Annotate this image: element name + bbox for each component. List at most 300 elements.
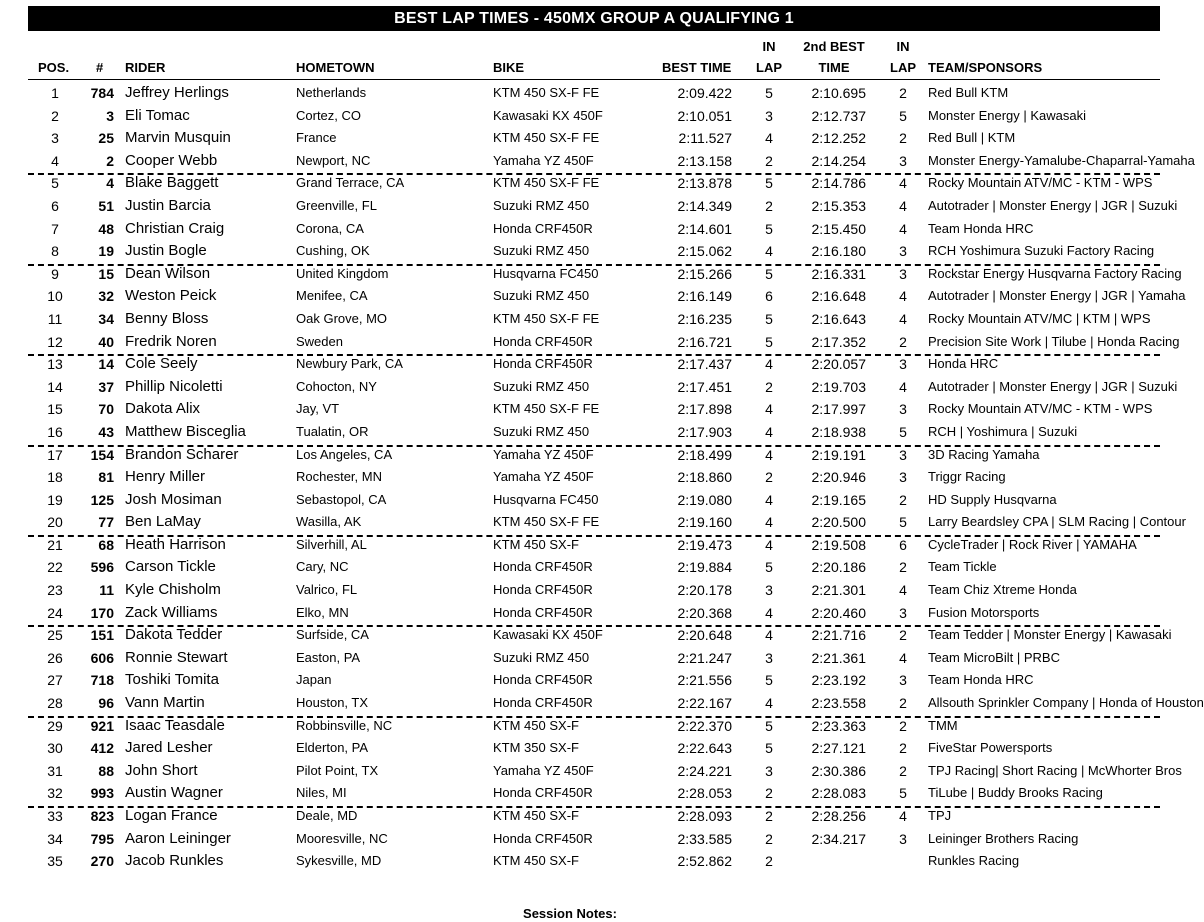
best-time-cell: 2:24.221 [677, 762, 732, 779]
number-cell: 19 [98, 243, 114, 260]
pos-cell: 22 [47, 559, 63, 576]
team-cell: RCH | Yoshimura | Suzuki [928, 423, 1078, 439]
results-table-body [0, 82, 1204, 873]
bike-cell: KTM 450 SX-F FE [493, 130, 600, 146]
bike-cell: Husqvarna FC450 [493, 491, 599, 507]
hometown-cell: Grand Terrace, CA [296, 175, 405, 191]
pos-cell: 27 [47, 672, 63, 689]
hometown-cell: Robbinsville, NC [296, 717, 393, 733]
second-best-cell: 2:20.186 [811, 559, 866, 576]
table-row [0, 489, 1200, 512]
col-header-pos: POS. [38, 60, 70, 75]
in-lap-cell: 5 [765, 559, 773, 576]
number-cell: 88 [98, 762, 114, 779]
hometown-cell: Oak Grove, MO [296, 310, 388, 326]
in-lap-cell: 2 [765, 830, 773, 847]
table-row [0, 556, 1200, 579]
team-cell: Honda HRC [928, 356, 999, 372]
bike-cell: KTM 450 SX-F FE [493, 85, 600, 100]
best-time-cell: 2:17.903 [677, 423, 732, 440]
hometown-cell: Pilot Point, TX [296, 762, 379, 778]
in-lap-cell: 4 [765, 243, 773, 260]
table-row [0, 692, 1204, 715]
team-cell: Red Bull | KTM [928, 130, 1016, 146]
rider-cell: Dean Wilson [125, 264, 211, 282]
rider-cell: Brandon Scharer [125, 445, 239, 463]
rider-cell: Jeffrey Herlings [125, 84, 229, 101]
col-header-hometown: HOMETOWN [296, 60, 375, 75]
table-row [0, 444, 1200, 467]
second-best-cell: 2:20.946 [811, 469, 866, 486]
pos-cell: 16 [47, 423, 63, 440]
second-best-cell: 2:21.716 [811, 627, 866, 644]
best-time-cell: 2:18.860 [677, 469, 732, 486]
table-row [0, 421, 1200, 444]
rider-cell: Kyle Chisholm [125, 581, 221, 599]
group-divider [28, 716, 1160, 718]
hometown-cell: Cortez, CO [296, 107, 362, 123]
in-lap-cell: 4 [765, 627, 773, 644]
bike-cell: Kawasaki KX 450F [493, 627, 603, 643]
best-time-cell: 2:52.862 [677, 853, 732, 870]
rider-cell: Fredrik Noren [125, 332, 217, 350]
pos-cell: 1 [51, 85, 59, 101]
team-cell: Team Honda HRC [928, 220, 1034, 236]
in-lap-cell: 5 [765, 333, 773, 350]
bike-cell: Honda CRF450R [493, 785, 593, 801]
col-header-num: # [96, 60, 104, 75]
in-lap-cell: 3 [765, 582, 773, 599]
rider-cell: Eli Tomac [125, 106, 190, 124]
second-best-cell: 2:20.057 [811, 356, 866, 373]
number-cell: 784 [90, 85, 114, 101]
in-lap2-cell: 2 [899, 695, 907, 712]
in-lap2-cell: 5 [899, 423, 907, 440]
in-lap2-cell: 3 [899, 604, 907, 621]
team-cell: TiLube | Buddy Brooks Racing [928, 785, 1103, 801]
best-time-cell: 2:14.349 [677, 197, 732, 214]
table-row [0, 195, 1200, 218]
bike-cell: KTM 450 SX-F FE [493, 310, 600, 326]
col-header-in-lap-bottom: LAP [756, 60, 782, 75]
second-best-cell: 2:28.256 [811, 808, 866, 824]
best-time-cell: 2:21.247 [677, 649, 732, 666]
bike-cell: Honda CRF450R [493, 830, 593, 846]
rider-cell: Toshiki Tomita [125, 671, 219, 689]
pos-cell: 9 [51, 265, 59, 282]
number-cell: 48 [98, 220, 114, 237]
hometown-cell: United Kingdom [296, 265, 389, 281]
number-cell: 606 [90, 649, 114, 666]
pos-cell: 23 [47, 582, 63, 599]
number-cell: 2 [106, 152, 114, 169]
number-cell: 68 [98, 536, 114, 553]
in-lap2-cell: 2 [899, 85, 907, 101]
in-lap2-cell: 4 [899, 378, 907, 395]
table-row [0, 308, 1200, 331]
in-lap2-cell: 4 [899, 288, 907, 305]
hometown-cell: Silverhill, AL [296, 536, 367, 552]
col-header-second-best-bottom: TIME [818, 60, 850, 75]
pos-cell: 11 [47, 310, 63, 327]
pos-cell: 3 [51, 130, 59, 147]
hometown-cell: Houston, TX [296, 695, 369, 711]
pos-cell: 20 [47, 514, 63, 531]
bike-cell: KTM 450 SX-F [493, 808, 579, 823]
table-row [0, 624, 1200, 647]
in-lap-cell: 3 [765, 107, 773, 124]
second-best-cell: 2:10.695 [811, 85, 866, 101]
rider-cell: Josh Mosiman [125, 490, 222, 508]
in-lap2-cell: 3 [899, 401, 907, 418]
best-time-cell: 2:14.601 [677, 220, 732, 237]
pos-cell: 35 [47, 853, 63, 870]
rider-cell: Blake Baggett [125, 174, 219, 192]
table-row [0, 647, 1200, 670]
rider-cell: Jacob Runkles [125, 852, 224, 870]
hometown-cell: Menifee, CA [296, 288, 368, 304]
bike-cell: Honda CRF450R [493, 672, 593, 688]
rider-cell: Jared Lesher [125, 739, 213, 757]
bike-cell: KTM 450 SX-F FE [493, 514, 600, 530]
hometown-cell: Surfside, CA [296, 627, 369, 643]
rider-cell: Vann Martin [125, 694, 205, 712]
bike-cell: KTM 350 SX-F [493, 740, 579, 756]
col-header-rider: RIDER [125, 60, 166, 75]
page-title: BEST LAP TIMES - 450MX GROUP A QUALIFYING 1 [28, 6, 1160, 31]
in-lap2-cell: 2 [899, 717, 907, 734]
col-header-bike: BIKE [493, 60, 525, 75]
best-time-cell: 2:09.422 [677, 85, 732, 101]
rider-cell: Heath Harrison [125, 535, 226, 553]
number-cell: 25 [98, 130, 114, 147]
col-header-in-lap2-top: IN [896, 39, 910, 54]
in-lap2-cell: 3 [899, 243, 907, 260]
second-best-cell: 2:14.786 [811, 175, 866, 192]
table-row [0, 353, 1200, 376]
col-header-best-time: BEST TIME [662, 60, 732, 75]
rider-cell: Isaac Teasdale [125, 716, 225, 734]
number-cell: 823 [90, 808, 114, 824]
pos-cell: 15 [47, 401, 63, 418]
hometown-cell: Mooresville, NC [296, 830, 388, 846]
table-row [0, 376, 1200, 399]
rider-cell: Ben LaMay [125, 513, 201, 531]
best-time-cell: 2:33.585 [677, 830, 732, 847]
best-time-cell: 2:28.053 [677, 785, 732, 802]
second-best-cell: 2:30.386 [811, 762, 866, 779]
group-divider [28, 173, 1160, 175]
in-lap2-cell: 4 [899, 582, 907, 599]
hometown-cell: Rochester, MN [296, 469, 382, 485]
table-row [0, 150, 1200, 173]
pos-cell: 32 [47, 785, 63, 802]
bike-cell: Kawasaki KX 450F [493, 107, 603, 123]
bike-cell: Yamaha YZ 450F [493, 152, 594, 168]
in-lap2-cell: 3 [899, 469, 907, 486]
second-best-cell: 2:12.252 [811, 130, 866, 147]
in-lap2-cell: 2 [899, 559, 907, 576]
second-best-cell: 2:12.737 [811, 107, 866, 124]
group-divider [28, 535, 1160, 537]
group-divider [28, 354, 1160, 356]
hometown-cell: Los Angeles, CA [296, 446, 393, 462]
bike-cell: Honda CRF450R [493, 356, 593, 372]
hometown-cell: Elderton, PA [296, 740, 369, 756]
in-lap2-cell: 6 [899, 536, 907, 553]
hometown-cell: Valrico, FL [296, 582, 358, 598]
number-cell: 34 [98, 310, 114, 327]
pos-cell: 17 [47, 446, 63, 463]
pos-cell: 31 [47, 762, 63, 779]
team-cell: Autotrader | Monster Energy | JGR | Suzuki [928, 197, 1178, 213]
best-time-cell: 2:22.370 [677, 717, 732, 734]
number-cell: 51 [98, 197, 114, 214]
in-lap-cell: 6 [765, 288, 773, 305]
hometown-cell: Jay, VT [296, 401, 340, 417]
pos-cell: 24 [47, 604, 63, 621]
group-divider [28, 264, 1160, 266]
number-cell: 3 [106, 107, 114, 124]
second-best-cell: 2:23.363 [811, 717, 866, 734]
number-cell: 154 [90, 446, 114, 463]
in-lap-cell: 3 [765, 762, 773, 779]
hometown-cell: Sebastopol, CA [296, 491, 387, 507]
number-cell: 14 [98, 356, 114, 373]
hometown-cell: Niles, MI [296, 785, 347, 801]
pos-cell: 4 [51, 152, 59, 169]
best-time-cell: 2:16.235 [677, 310, 732, 327]
pos-cell: 34 [47, 830, 63, 847]
group-divider [28, 625, 1160, 627]
rider-cell: Ronnie Stewart [125, 648, 228, 666]
in-lap2-cell: 3 [899, 446, 907, 463]
best-time-cell: 2:19.473 [677, 536, 732, 553]
in-lap-cell: 4 [765, 356, 773, 373]
rider-cell: Logan France [125, 807, 218, 824]
header-divider [28, 79, 1160, 80]
number-cell: 795 [90, 830, 114, 847]
table-row [0, 172, 1200, 195]
best-time-cell: 2:17.898 [677, 401, 732, 418]
in-lap-cell: 2 [765, 808, 773, 824]
second-best-cell: 2:16.643 [811, 310, 866, 327]
team-cell: Larry Beardsley CPA | SLM Racing | Contour [928, 514, 1186, 530]
bike-cell: KTM 450 SX-F [493, 853, 579, 869]
pos-cell: 10 [47, 288, 63, 305]
in-lap2-cell: 4 [899, 220, 907, 237]
in-lap-cell: 2 [765, 378, 773, 395]
team-cell: Autotrader | Monster Energy | JGR | Suzuki [928, 378, 1178, 394]
team-cell: Monster Energy-Yamalube-Chaparral-Yamaha [928, 152, 1195, 168]
rider-cell: Cole Seely [125, 355, 198, 373]
pos-cell: 6 [51, 197, 59, 214]
pos-cell: 5 [51, 175, 59, 192]
number-cell: 11 [99, 582, 114, 599]
pos-cell: 2 [51, 107, 59, 124]
in-lap-cell: 5 [765, 220, 773, 237]
in-lap2-cell: 4 [899, 197, 907, 214]
in-lap-cell: 4 [765, 423, 773, 440]
number-cell: 77 [98, 514, 114, 531]
in-lap2-cell: 3 [899, 265, 907, 282]
table-row [0, 127, 1200, 150]
team-cell: TPJ Racing| Short Racing | McWhorter Bros [928, 762, 1182, 778]
group-divider [28, 445, 1160, 447]
number-cell: 40 [98, 333, 114, 350]
table-row [0, 105, 1200, 128]
number-cell: 4 [106, 175, 114, 192]
hometown-cell: Tualatin, OR [296, 423, 369, 439]
team-cell: Team MicroBilt | PRBC [928, 649, 1060, 665]
pos-cell: 21 [47, 536, 63, 553]
team-cell: Team Honda HRC [928, 672, 1034, 688]
in-lap-cell: 4 [765, 514, 773, 531]
in-lap-cell: 2 [765, 197, 773, 214]
team-cell: TMM [928, 717, 958, 733]
table-row [0, 82, 1200, 105]
number-cell: 96 [98, 695, 114, 712]
second-best-cell: 2:15.353 [811, 197, 866, 214]
second-best-cell: 2:16.180 [811, 243, 866, 260]
bike-cell: Suzuki RMZ 450 [493, 649, 590, 665]
in-lap2-cell: 4 [899, 175, 907, 192]
in-lap2-cell: 3 [899, 830, 907, 847]
bike-cell: Honda CRF450R [493, 559, 593, 575]
rider-cell: Dakota Tedder [125, 626, 223, 644]
in-lap-cell: 2 [765, 152, 773, 169]
second-best-cell: 2:20.460 [811, 604, 866, 621]
team-cell: CycleTrader | Rock River | YAMAHA [928, 536, 1137, 552]
best-time-cell: 2:19.080 [677, 491, 732, 508]
rider-cell: Dakota Alix [125, 400, 201, 418]
in-lap2-cell: 2 [899, 333, 907, 350]
hometown-cell: Deale, MD [296, 808, 358, 823]
team-cell: Autotrader | Monster Energy | JGR | Yamaha [928, 288, 1186, 304]
group-divider [28, 806, 1160, 808]
hometown-cell: France [296, 130, 337, 146]
team-cell: TPJ [928, 808, 952, 823]
in-lap-cell: 5 [765, 85, 773, 101]
pos-cell: 30 [47, 740, 63, 757]
rider-cell: Cooper Webb [125, 151, 218, 169]
table-row [0, 285, 1200, 308]
rider-cell: Austin Wagner [125, 784, 223, 802]
best-time-cell: 2:19.160 [677, 514, 732, 531]
number-cell: 412 [90, 740, 114, 757]
pos-cell: 33 [47, 808, 63, 824]
rider-cell: Christian Craig [125, 219, 225, 237]
second-best-cell: 2:14.254 [811, 152, 866, 169]
number-cell: 70 [98, 401, 114, 418]
in-lap2-cell: 4 [899, 649, 907, 666]
best-time-cell: 2:18.499 [677, 446, 732, 463]
in-lap-cell: 4 [765, 401, 773, 418]
hometown-cell: Netherlands [296, 85, 367, 100]
table-row [0, 331, 1200, 354]
team-cell: Red Bull KTM [928, 85, 1009, 100]
best-time-cell: 2:11.527 [678, 130, 732, 147]
second-best-cell: 2:15.450 [811, 220, 866, 237]
table-row [0, 760, 1200, 783]
pos-cell: 8 [51, 243, 59, 260]
hometown-cell: Cohocton, NY [296, 378, 377, 394]
pos-cell: 19 [47, 491, 63, 508]
second-best-cell: 2:19.165 [811, 491, 866, 508]
in-lap-cell: 5 [765, 310, 773, 327]
rider-cell: Henry Miller [125, 468, 206, 486]
in-lap-cell: 4 [765, 695, 773, 712]
second-best-cell: 2:34.217 [811, 830, 866, 847]
table-row [0, 579, 1200, 602]
in-lap2-cell: 5 [899, 107, 907, 124]
col-header-in-lap-top: IN [762, 39, 776, 54]
team-cell: Rocky Mountain ATV/MC - KTM - WPS [928, 401, 1153, 417]
table-row [0, 534, 1200, 557]
hometown-cell: Sweden [296, 333, 343, 349]
second-best-cell: 2:20.500 [811, 514, 866, 531]
in-lap2-cell: 5 [899, 785, 907, 802]
pos-cell: 12 [47, 333, 63, 350]
second-best-cell: 2:19.191 [811, 446, 866, 463]
rider-cell: Zack Williams [125, 603, 218, 621]
number-cell: 718 [90, 672, 114, 689]
table-row [0, 737, 1200, 760]
number-cell: 993 [90, 785, 114, 802]
in-lap-cell: 2 [765, 853, 773, 870]
in-lap2-cell: 2 [899, 491, 907, 508]
pos-cell: 13 [47, 356, 63, 373]
table-row [0, 715, 1200, 738]
in-lap-cell: 5 [765, 740, 773, 757]
number-cell: 151 [90, 627, 114, 644]
best-time-cell: 2:20.368 [677, 604, 732, 621]
rider-cell: Justin Bogle [125, 242, 207, 260]
table-row [0, 782, 1200, 805]
bike-cell: Suzuki RMZ 450 [493, 288, 590, 304]
bike-cell: Suzuki RMZ 450 [493, 243, 590, 259]
number-cell: 170 [90, 604, 114, 621]
in-lap2-cell: 2 [899, 762, 907, 779]
table-row [0, 398, 1200, 421]
in-lap-cell: 5 [765, 175, 773, 192]
session-notes-heading: Session Notes: [523, 906, 617, 921]
table-row [0, 850, 1200, 873]
best-time-cell: 2:19.884 [677, 559, 732, 576]
best-time-cell: 2:17.451 [677, 378, 732, 395]
rider-cell: John Short [125, 761, 198, 779]
in-lap-cell: 5 [765, 717, 773, 734]
second-best-cell: 2:18.938 [811, 423, 866, 440]
table-row [0, 511, 1200, 534]
best-time-cell: 2:20.648 [677, 627, 732, 644]
team-cell: Fusion Motorsports [928, 604, 1040, 620]
number-cell: 596 [90, 559, 114, 576]
in-lap2-cell: 2 [899, 740, 907, 757]
hometown-cell: Japan [296, 672, 332, 688]
bike-cell: Suzuki RMZ 450 [493, 197, 590, 213]
in-lap2-cell: 3 [899, 152, 907, 169]
second-best-cell: 2:16.648 [811, 288, 866, 305]
pos-cell: 18 [47, 469, 63, 486]
team-cell: RCH Yoshimura Suzuki Factory Racing [928, 243, 1155, 259]
best-time-cell: 2:16.149 [677, 288, 732, 305]
team-cell: Rocky Mountain ATV/MC - KTM - WPS [928, 175, 1153, 191]
rider-cell: Carson Tickle [125, 558, 216, 576]
best-time-cell: 2:15.062 [677, 243, 732, 260]
bike-cell: Honda CRF450R [493, 695, 593, 711]
hometown-cell: Newport, NC [296, 152, 371, 168]
